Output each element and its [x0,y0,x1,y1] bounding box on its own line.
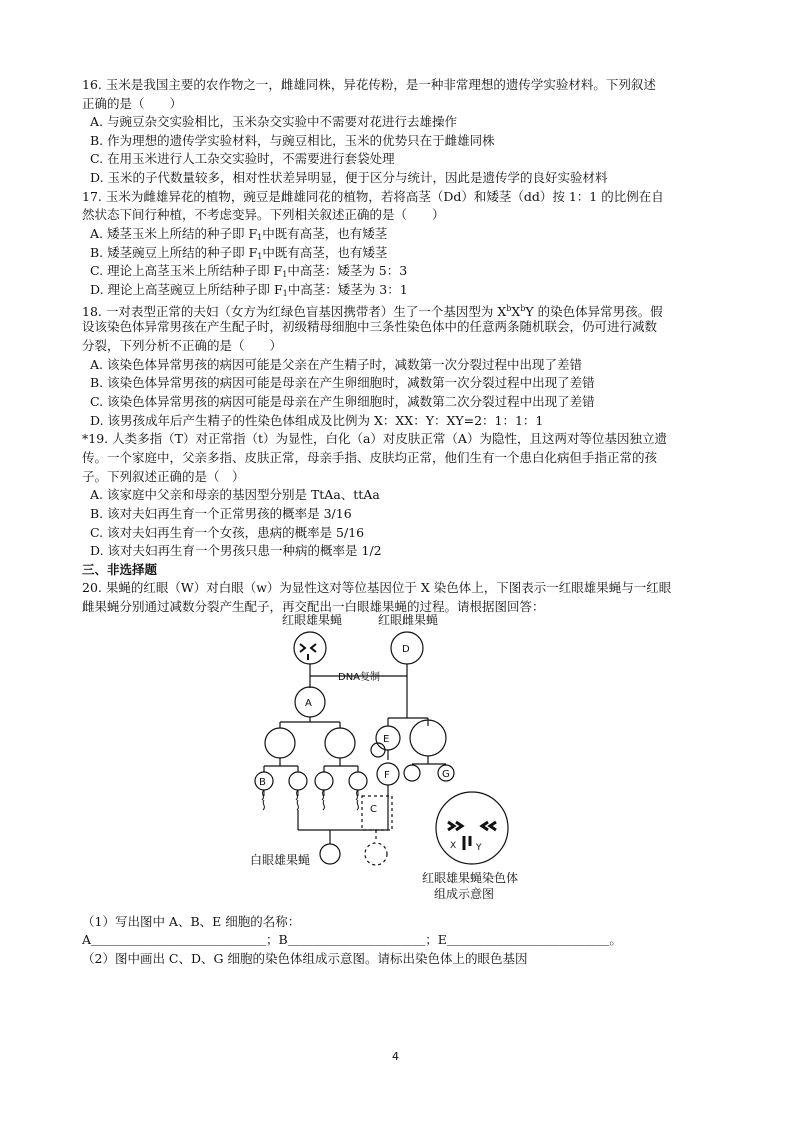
q20-sub1: （1）写出图中 A、B、E 细胞的名称： [82,914,301,929]
q17-option-c: C. 理论上高茎玉米上所结种子即 $F_1$中高茎：矮茎为 5：3 [90,263,408,279]
q16-stem-line1: 16. 玉米是我国主要的农作物之一，雌雄同株，异花传粉，是一种非常理想的遗传学实验材料。下列叙述 [82,77,656,92]
inset-label-2: 组成示意图 [434,887,495,901]
q19-option-a: A. 该家庭中父亲和母亲的基因型分别是 TtAa、ttAa [90,487,380,502]
q17-stem-line2: 然状态下间行种植，不考虑变异。下列相关叙述正确的是（ ） [82,207,445,222]
cell-d-label: D [402,644,410,655]
q20-stem-line2: 雌果蝇分别通过减数分裂产生配子，再交配出一白眼雄果蝇的过程。请根据图回答： [82,599,545,614]
q19-stem-line2: 传。一个家庭中，父亲多指、皮肤正常，母亲手指、皮肤均正常，他们生有一个患白化病但手指正常的孩 [82,450,658,465]
page-number: 4 [392,1050,399,1063]
q19-option-d: D. 该对夫妇再生育一个男孩只患一种病的概率是 1/2 [90,543,382,558]
spermatid-2 [289,772,307,790]
inset-label-1: 红眼雄果蝇染色体 [422,871,519,885]
q20-sub2: （2）图中画出 C、D、G 细胞的染色体组成示意图。请标出染色体上的眼色基因 [82,951,528,966]
q20-sub1-blanks[interactable]: A＿＿＿＿＿＿＿＿＿＿＿＿＿＿；B＿＿＿＿＿＿＿＿＿＿＿；E＿＿＿＿＿＿＿＿＿＿＿＿＿。 [82,932,622,947]
dashed-zygote [365,843,387,865]
spermatid-4 [349,772,367,790]
chromosome-inset [436,792,508,864]
cell-f-label: F [384,770,390,781]
q18-option-a: A. 该染色体异常男孩的病因可能是父亲在产生精子时，减数第一次分裂过程中出现了差错 [90,357,582,372]
q16-option-a: A. 与豌豆杂交实验相比，玉米杂交实验中不需要对花进行去雄操作 [90,114,457,129]
white-eyed-zygote [320,844,340,864]
q20-stem-line1: 20. 果蝇的红眼（W）对白眼（w）为显性这对等位基因位于 X 染色体上，下图表示一红眼雄果蝇与一红眼 [82,580,672,595]
female-label: 红眼雌果蝇 [378,613,439,627]
q16-stem-line2: 正确的是（ ） [82,96,183,111]
q19-option-b: B. 该对夫妇再生育一个正常男孩的概率是 3/16 [90,506,352,521]
cell-c-label: C [370,804,377,815]
dna-label: DNA复制 [338,672,381,683]
male-secondary-cell-1 [265,728,295,758]
q18-stem-line1: 18. 一对表型正常的夫妇（女方为红绿色盲基因携带者）生了一个基因型为 $X^bX^bY$ 的染色体异常男孩。假 [82,304,663,319]
polar-body-2 [404,765,420,781]
q17-option-a: A. 矮茎玉米上所结的种子即 $F_1$中既有高茎，也有矮茎 [90,226,388,242]
q19-stem-line3: 子。下列叙述正确的是（ ） [82,469,245,484]
cell-b-label: B [259,777,266,788]
q17-stem-line1: 17. 玉米为雌雄异花的植物，豌豆是雌雄同花的植物，若将高茎（Dd）和矮茎（dd）按 1：1 的比例在自 [82,189,664,204]
q18-option-c: C. 该染色体异常男孩的病因可能是母亲在产生卵细胞时，减数第二次分裂过程中出现了差错 [90,394,595,409]
cell-g-label: G [442,769,450,780]
meiosis-figure [250,610,720,910]
q16-option-c: C. 在用玉米进行人工杂交实验时，不需要进行套袋处理 [90,151,395,166]
q17-option-d: D. 理论上高茎豌豆上所结种子即 $F_1$中高茎：矮茎为 3：1 [90,282,408,298]
q16-option-d: D. 玉米的子代数量较多，相对性状差异明显，便于区分与统计，因此是遗传学的良好实验材料 [90,170,608,185]
q18-option-b: B. 该染色体异常男孩的病因可能是母亲在产生卵细胞时，减数第一次分裂过程中出现了差错 [90,375,595,390]
q18-stem-line3: 分裂，下列分析不正确的是（ ） [82,338,283,353]
male-label: 红眼雄果蝇 [282,613,343,627]
section-heading: 三、非选择题 [82,562,158,577]
q19-option-c: C. 该对夫妇再生育一个女孩，患病的概率是 5/16 [90,525,365,540]
white-eyed-label: 白眼雄果蝇 [250,853,311,867]
q18-option-d: D. 该男孩成年后产生精子的性染色体组成及比例为 X：XX：Y：XY=2：1：1：1 [90,413,544,428]
q19-stem-line1: *19. 人类多指（T）对正常指（t）为显性，白化（a）对皮肤正常（A）为隐性，且这两对等位基因独立遗 [82,431,667,446]
spermatid-3 [315,772,333,790]
q18-stem-line2: 设该染色体异常男孩在产生配子时，初级精母细胞中三条性染色体中的任意两条随机联会，仍可进行减数 [82,319,658,334]
male-secondary-cell-2 [325,728,355,758]
q17-option-b: B. 矮茎豌豆上所结的种子即 $F_1$中既有高茎，也有矮茎 [90,245,388,261]
cell-a-label: A [305,698,312,709]
chrom-x-label: X [450,841,457,851]
q16-option-b: B. 作为理想的遗传学实验材料，与豌豆相比，玉米的优势只在于雌雄同株 [90,133,495,148]
cell-e-label: E [383,734,390,745]
chrom-y-label: Y [476,843,482,853]
